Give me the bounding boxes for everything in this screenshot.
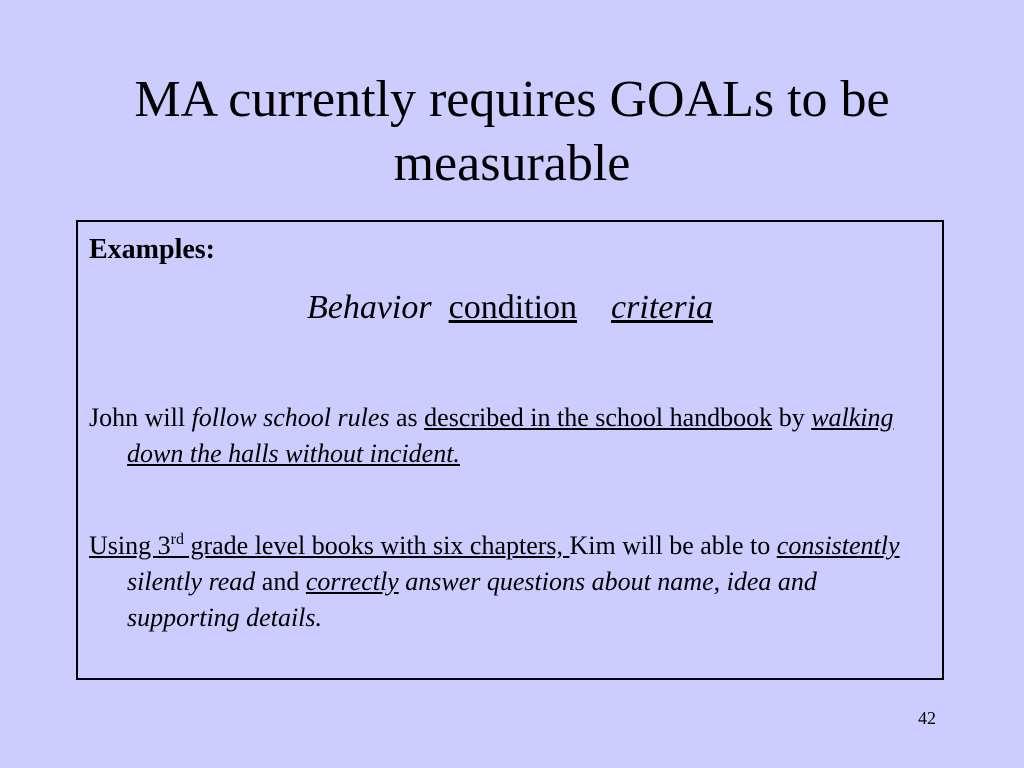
example-kim-condition-post: grade level books with six chapters,: [183, 531, 570, 560]
examples-box: [76, 220, 944, 680]
example-john-intro: John will: [89, 403, 192, 432]
example-kim-criteria1: consistently: [776, 531, 900, 560]
page-number: 42: [918, 708, 936, 728]
example-john-as: as: [389, 403, 425, 432]
example-john-by: by: [772, 403, 812, 432]
example-john: [89, 400, 909, 472]
example-john-condition: described in the school handbook: [424, 403, 773, 432]
examples-heading: Examples:: [89, 234, 215, 265]
example-kim-criteria2: correctly: [305, 567, 399, 596]
example-kim-condition: [89, 531, 570, 560]
example-kim-condition-sup: rd: [170, 531, 184, 548]
example-kim: [89, 528, 909, 636]
example-john-behavior: follow school rules: [191, 403, 390, 432]
example-kim-tail: answer questions about name, idea and supporting details.: [127, 567, 817, 632]
behavior-condition-criteria-row: [78, 286, 942, 330]
example-kim-subject: Kim will be able to: [569, 531, 777, 560]
slide-title: MA currently requires GOALs to be measurable: [134, 71, 890, 192]
example-kim-and: and: [255, 567, 306, 596]
example-kim-behavior: silently read: [127, 567, 256, 596]
condition-label: condition: [448, 289, 578, 326]
example-kim-condition-pre: Using 3: [89, 531, 171, 560]
example-john-criteria: walking down the halls without incident.: [127, 403, 894, 468]
behavior-label: Behavior: [306, 289, 432, 326]
criteria-label: criteria: [611, 289, 714, 326]
